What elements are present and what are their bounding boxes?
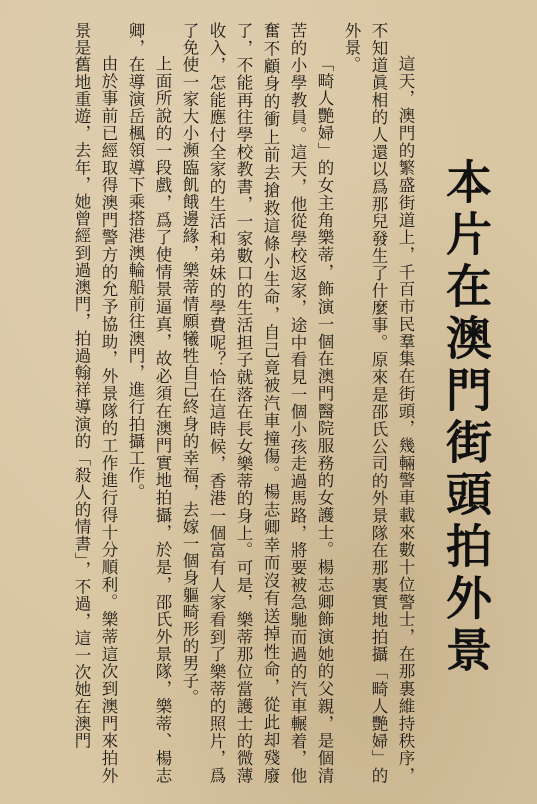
article-paragraph-4: 由於事前已經取得澳門警方的允予協助，外景隊的工作進行得十分順利。樂蒂這次到澳門來拍外景是舊地重遊，去年，她曾經到過澳門，拍過翰祥導演的「殺人的情書」，不過，這一次她在澳門 — [72, 22, 118, 784]
article-paragraph-3: 上面所說的一段戲，爲了使情景逼真，故必須在澳門實地拍攝，於是，邵氏外景隊，樂蒂、楊志卿，在導演岳楓領導下乘搭港澳輪船前往澳門，進行拍攝工作。 — [126, 22, 172, 784]
article-paragraph-2: 「畸人艷婦」的女主角樂蒂，飾演一個在澳門醫院服務的女護士。楊志卿飾演她的父親，是個清苦的小學教員。這天，他從學校返家，途中看見一個小孩走過馬路，將要被急馳而過的汽車輾着，他奮不顧身的衝上前去搶救這條小生命，自己竟被汽車撞傷。楊志卿幸而沒有送掉性命，從此却殘廢了，不能再往學校教書，一家數口的生活担子就落在長女樂蒂的身上。可是，樂蒂那位當護士的微薄收入，怎能應付全家的生活和弟妹的學費呢？恰在這時候，香港一個富有人家看到了樂蒂的照片，爲了免使一家大小瀕臨飢餓邊緣，樂蒂情願犧牲自己終身的幸福，去嫁一個身軀畸形的男子。 — [180, 22, 334, 784]
article-body — [9, 22, 419, 784]
article-paragraph-1: 這天，澳門的繁盛街道上，千百市民羣集在街頭，幾輛警車載來數十位警士，在那裏維持秩序，不知道眞相的人還以爲那兒發生了什麼事。原來是邵氏公司的外景隊在那裏實地拍攝「畸人艷婦」的外景。 — [342, 22, 415, 784]
article-title: 本片在澳門街頭拍外景 — [439, 158, 493, 678]
